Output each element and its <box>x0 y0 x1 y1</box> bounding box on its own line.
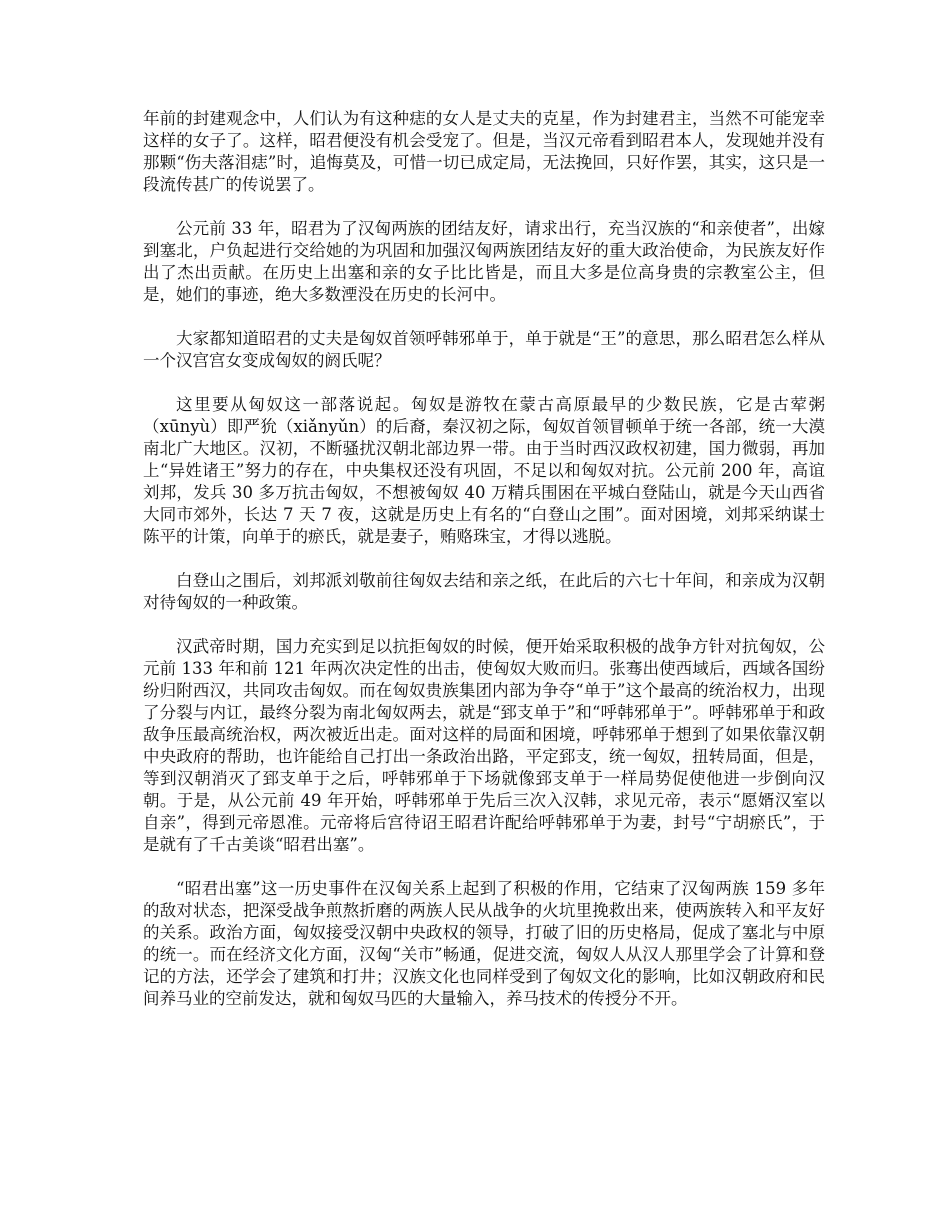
paragraph-3: 大家都知道昭君的丈夫是匈奴首领呼韩邪单于，单于就是“王”的意思，那么昭君怎么样从一个汉宫宫女变成匈奴的阏氏呢？ <box>143 329 825 370</box>
paragraph-7: “昭君出塞”这一历史事件在汉匈关系上起到了积极的作用，它结束了汉匈两族 159 多年的敌对状态，把深受战争煎熬折磨的两族人民从战争的火坑里挽救出来，使两族转入和平友好的关系。政治方面，匈奴接受汉朝中央政权的领导，打破了旧的历史格局，促成了塞北与中原的统一。而在经济文化方面，汉匈“关市”畅通，促进交流，匈奴人从汉人那里学会了计算和登记的方法，还学会了建筑和打井；汉族文化也同样受到了匈奴文化的影响，比如汉朝政府和民间养马业的空前发达，就和匈奴马匹的大量输入，养马技术的传授分不开。 <box>143 879 825 1008</box>
paragraph-2: 公元前 33 年，昭君为了汉匈两族的团结友好，请求出行，充当汉族的“和亲使者”，出嫁到塞北，户负起进行交给她的为巩固和加强汉匈两族团结友好的重大政治使命，为民族友好作出了杰出贡献。在历史上出塞和亲的女子比比皆是，而且大多是位高身贵的宗教室公主，但是，她们的事迹，绝大多数湮没在历史的长河中。 <box>143 219 825 304</box>
paragraph-1: 年前的封建观念中，人们认为有这种痣的女人是丈夫的克星，作为封建君主，当然不可能宠幸这样的女子了。这样，昭君便没有机会受宠了。但是，当汉元帝看到昭君本人，发现她并没有那颗“伤夫落泪痣”时，追悔莫及，可惜一切已成定局，无法挽回，只好作罢，其实，这只是一段流传甚广的传说罢了。 <box>143 109 825 194</box>
paragraph-4: 这里要从匈奴这一部落说起。匈奴是游牧在蒙古高原最早的少数民族，它是古荤粥（xūnyù）即严狁（xiǎnyǔn）的后裔，秦汉初之际，匈奴首领冒顿单于统一各部，统一大漠南北广大地区。汉初，不断骚扰汉朝北部边界一带。由于当时西汉政权初建，国力微弱，再加上“异姓诸王”努力的存在，中央集权还没有巩固，不足以和匈奴对抗。公元前 200 年，高谊刘邦，发兵 30 多万抗击匈奴，不想被匈奴 40 万精兵围困在平城白登陆山，就是今天山西省大同市郊外，长达 7 天 7 夜，这就是历史上有名的“白登山之围”。面对困境，刘邦采纳谋士陈平的计策，向单于的瘀氏，就是妻子，贿赂珠宝，才得以逃脱。 <box>143 395 825 546</box>
document-page <box>143 108 825 1032</box>
paragraph-5: 白登山之围后，刘邦派刘敬前往匈奴去结和亲之纸，在此后的六七十年间，和亲成为汉朝对待匈奴的一种政策。 <box>143 571 825 612</box>
paragraph-6: 汉武帝时期，国力充实到足以抗拒匈奴的时候，便开始采取积极的战争方针对抗匈奴，公元前 133 年和前 121 年两次决定性的出击，使匈奴大败而归。张骞出使西域后，西域各国纷纷归附西汉，共同攻击匈奴。而在匈奴贵族集团内部为争夺“单于”这个最高的统治权力，出现了分裂与内讧，最终分裂为南北匈奴两去，就是“郅支单于”和“呼韩邪单于”。呼韩邪单于和政敌争压最高统治权，两次被近出走。面对这样的局面和困境，呼韩邪单于想到了如果依靠汉朝中央政府的帮助，也许能给自己打出一条政治出路，平定郅支，统一匈奴，扭转局面，但是，等到汉朝消灭了郅支单于之后，呼韩邪单于下场就像郅支单于一样局势促使他进一步倒向汉朝。于是，从公元前 49 年开始，呼韩邪单于先后三次入汉韩，求见元帝，表示“愿婿汉室以自亲”，得到元帝恩准。元帝将后宫待诏王昭君许配给呼韩邪单于为妻，封号“宁胡瘀氏”，于是就有了千古美谈“昭君出塞”。 <box>143 637 825 854</box>
